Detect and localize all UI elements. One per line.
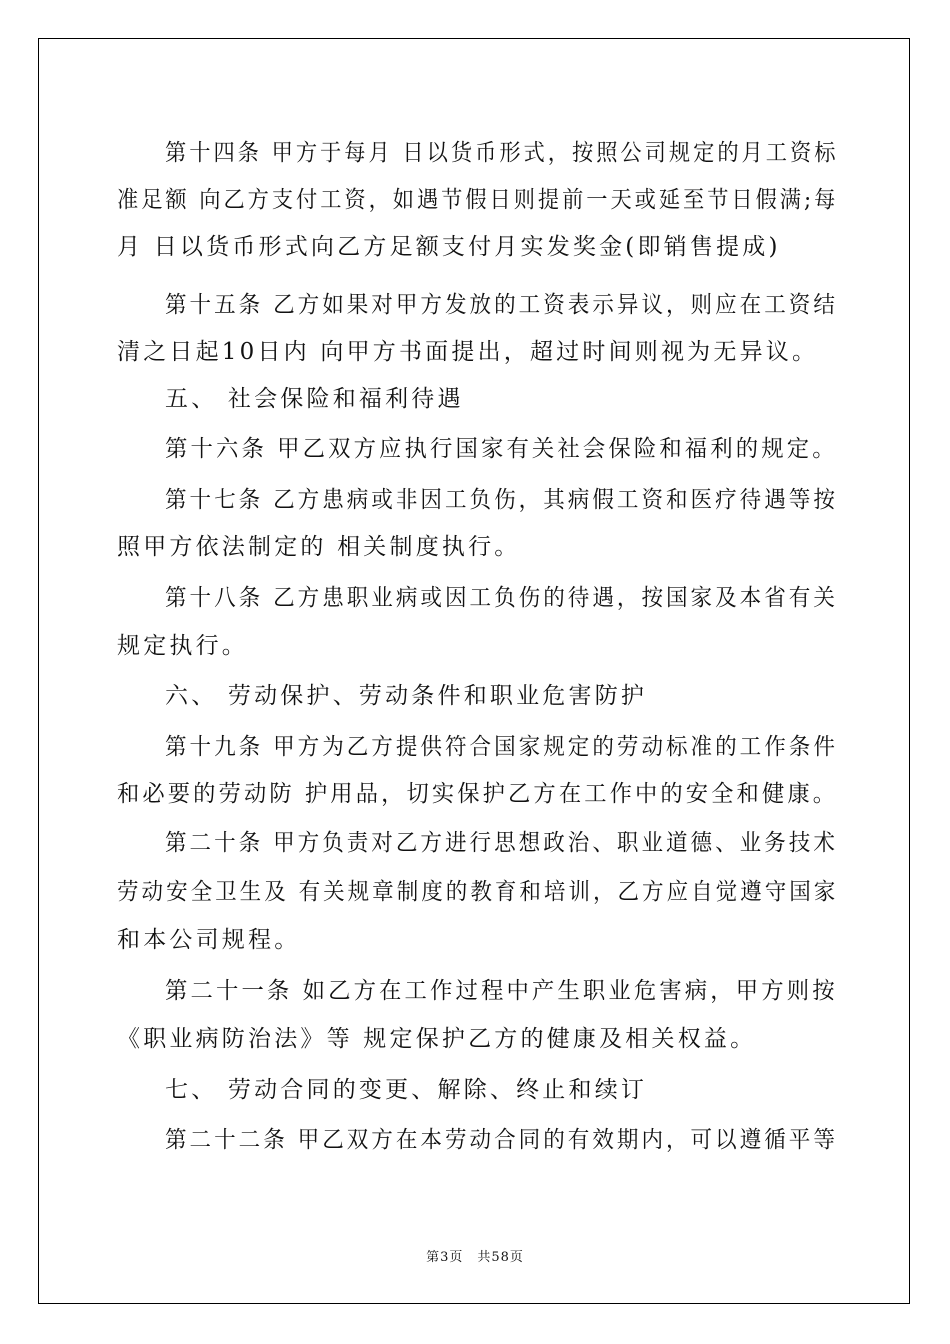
text-line-9: 照甲方依法制定的 相关制度执行。 — [117, 534, 521, 560]
text-line-1: 第十四条 甲方于每月 日以货币形式，按照公司规定的月工资标 — [165, 140, 839, 166]
text-line-2: 准足额 向乙方支付工资，如遇节假日则提前一天或延至节日假满;每 — [117, 187, 839, 213]
page-number-footer: 第3页 共58页 — [426, 1250, 524, 1265]
text-line-16: 劳动安全卫生及 有关规章制度的教育和培训，乙方应自觉遵守国家 — [117, 879, 839, 905]
text-line-5: 清之日起10日内 向甲方书面提出，超过时间则视为无异议。 — [117, 339, 819, 365]
section-heading-5: 五、 社会保险和福利待遇 — [165, 386, 464, 412]
text-line-13: 第十九条 甲方为乙方提供符合国家规定的劳动标准的工作条件 — [165, 734, 838, 760]
text-line-21: 第二十二条 甲乙双方在本劳动合同的有效期内，可以遵循平等 — [165, 1127, 838, 1153]
text-line-15: 第二十条 甲方负责对乙方进行思想政治、职业道德、业务技术 — [165, 830, 838, 856]
text-line-3: 月 日以货币形式向乙方足额支付月实发奖金(即销售提成) — [117, 234, 781, 260]
text-line-8: 第十七条 乙方患病或非因工负伤，其病假工资和医疗待遇等按 — [165, 487, 838, 513]
text-line-11: 规定执行。 — [117, 633, 248, 659]
text-line-4: 第十五条 乙方如果对甲方发放的工资表示异议，则应在工资结 — [165, 292, 838, 318]
text-line-19: 《职业病防治法》等 规定保护乙方的健康及相关权益。 — [117, 1026, 757, 1052]
section-heading-7: 七、 劳动合同的变更、解除、终止和续订 — [165, 1077, 648, 1103]
text-line-18: 第二十一条 如乙方在工作过程中产生职业危害病，甲方则按 — [165, 978, 838, 1004]
text-line-17: 和本公司规程。 — [117, 927, 301, 953]
text-line-10: 第十八条 乙方患职业病或因工负伤的待遇，按国家及本省有关 — [165, 585, 838, 611]
text-line-7: 第十六条 甲乙双方应执行国家有关社会保险和福利的规定。 — [165, 436, 838, 462]
page-border — [38, 38, 910, 1304]
section-heading-6: 六、 劳动保护、劳动条件和职业危害防护 — [165, 683, 648, 709]
text-line-14: 和必要的劳动防 护用品，切实保护乙方在工作中的安全和健康。 — [117, 781, 839, 807]
